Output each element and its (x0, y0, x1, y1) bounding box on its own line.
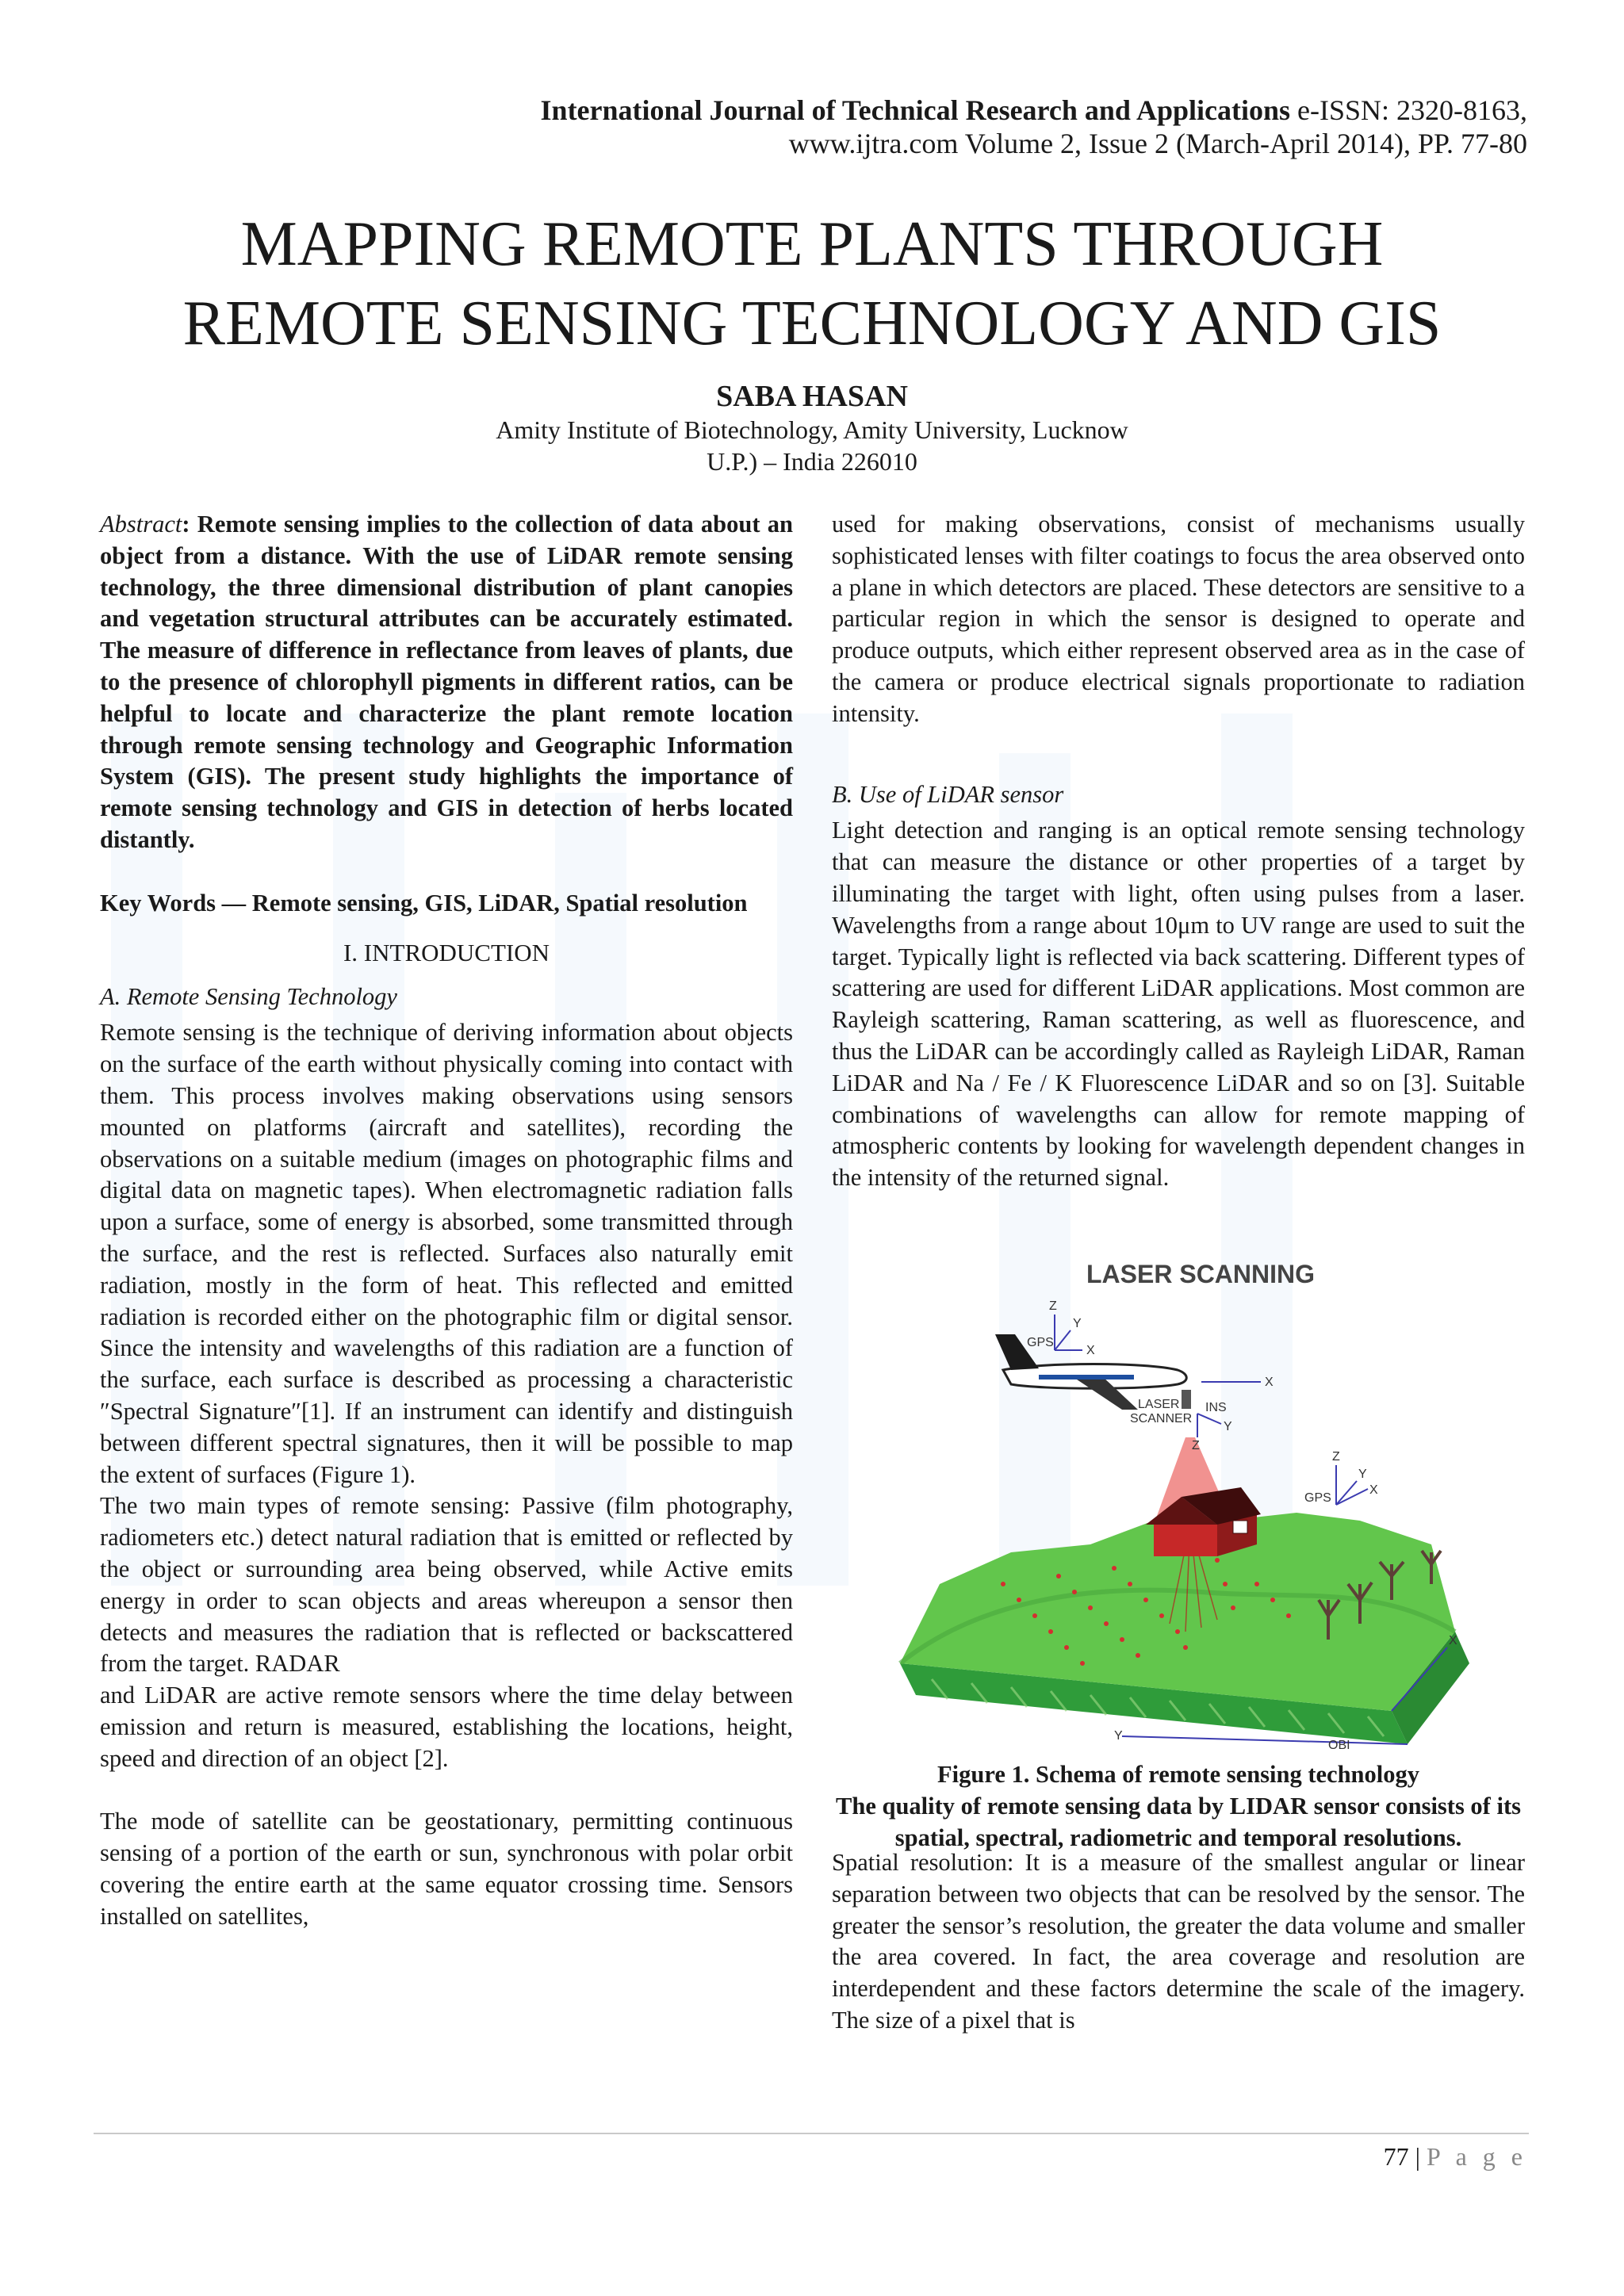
intro-paragraph-1: Remote sensing is the technique of deriving information about objects on the surface of the earth without physically coming into contact with them. This process involves making observations using sensors mounted on platforms (aircraft and satellites), recording the observations on a suitable medium (images on photographic films and digital data on magnetic tapes). When electromagnetic radiation falls upon a surface, some of energy is absorbed, some transmitted through the surface, and the rest is reflected. Surfaces also naturally emit radiation, mostly in the form of heat. This reflected and emitted radiation is recorded either on the photographic film or digital sensor. Since the intensity and wavelengths of this radiation are a function of the surface, each surface is described as processing a characteristic ″Spectral Signature″[1]. If an instrument can identify and distinguish between different spectral signatures, then it will be possible to map the extent of surfaces (Figure 1). (100, 1019, 793, 1488)
axis-y-terrain: Y (1114, 1729, 1123, 1743)
paper-title-line-2: REMOTE SENSING TECHNOLOGY AND GIS (182, 289, 1442, 358)
scanner-label: SCANNER (1130, 1412, 1193, 1425)
abstract-label: Abstract (100, 511, 182, 538)
paper-title (0, 205, 1624, 363)
axis-z-label: Z (1049, 1299, 1057, 1313)
intro-paragraph-4: The mode of satellite can be geostationary, permitting continuous sensing of a portion of the earth or sun, synchronous with polar orbit covering the entire earth at the same equator crossing time. Sensors installed on satellites, (100, 1808, 793, 1930)
page-footer (1384, 2141, 1527, 2172)
author-affiliation (0, 414, 1624, 477)
author-name: SABA HASAN (716, 380, 908, 413)
journal-name: International Journal of Technical Research and Applications (540, 94, 1290, 126)
page-number: 77 | (1383, 2142, 1427, 2171)
right-paragraph-2: Light detection and ranging is an optical remote sensing technology that can measure the distance or other properties of a target by illuminating the target with light, often using pulses from a laser. Wavelengths from a range about 10μm to UV range are used to suit the target. Typically light is reflected via back scattering. Different types of scattering are used for different LiDAR applications. Most common are Rayleigh scattering, Raman scattering, as well as fluorescence, and thus the LiDAR can be accordingly called as Rayleigh LiDAR, Raman LiDAR and Na / Fe / K Fluorescence LiDAR and so on [3]. Suitable combinations of wavelengths can allow for remote mapping of atmospheric contents by looking for wavelength dependent changes in the intensity of the returned signal. (832, 817, 1525, 1192)
gps-plane-label: GPS (1027, 1336, 1054, 1349)
obi-label: OBI (1328, 1739, 1350, 1751)
abstract (100, 509, 793, 856)
affiliation-line-1: Amity Institute of Biotechnology, Amity University, Lucknow (496, 415, 1128, 444)
subsection-heading-a: A. Remote Sensing Technology (100, 982, 397, 1010)
intro-paragraph-3: and LiDAR are active remote sensors where the time delay between emission and return is measured, establishing the locations, height, speed and direction of an object [2]. (100, 1682, 793, 1772)
axis-y-plane: Y (1224, 1420, 1232, 1433)
axis-x-terrain: X (1449, 1634, 1457, 1647)
ins-label: INS (1205, 1401, 1227, 1414)
journal-issn: e-ISSN: 2320-8163, (1290, 94, 1527, 126)
figure-caption (832, 1758, 1525, 1854)
gps-ground-label: GPS (1304, 1491, 1331, 1505)
left-column (100, 509, 793, 1933)
intro-paragraph-2: The two main types of remote sensing: Passive (film photography, radiometers etc.) detect natural radiation that is emitted or reflected by the object or surrounding area being observed, while Active emits energy in order to scan objects and areas whereupon a sensor then detects and measures the radiation that is reflected or backscattered from the target. RADAR (100, 1492, 793, 1678)
section-heading-introduction: I. INTRODUCTION (343, 938, 550, 966)
axis-z-ground: Z (1332, 1450, 1340, 1464)
footer-divider (94, 2133, 1529, 2134)
right-column-lower (832, 1847, 1525, 2037)
page-word: P a g e (1426, 2142, 1527, 2171)
axis-y-ground: Y (1358, 1468, 1367, 1481)
journal-header (541, 94, 1527, 160)
axis-x-ground: X (1369, 1483, 1378, 1497)
house-icon (1146, 1487, 1261, 1556)
paper-title-line-1: MAPPING REMOTE PLANTS THROUGH (240, 209, 1384, 279)
axis-x-plane: X (1265, 1376, 1274, 1389)
affiliation-line-2: U.P.) – India 226010 (707, 447, 917, 476)
right-paragraph-1: used for making observations, consist of mechanisms usually sophisticated lenses with filter coatings to focus the area observed onto a plane in which detectors are placed. These detectors are sensitive to a particular region in which the sensor is designed to operate and produce outputs, which either represent observed area as in the case of the camera or produce electrical signals proportionate to radiation intensity. (832, 511, 1525, 727)
laser-label: LASER (1138, 1398, 1180, 1411)
spatial-resolution-paragraph: Spatial resolution: It is a measure of the smallest angular or linear separation between two objects that can be resolved by the sensor. The greater the sensor’s resolution, the greater the data volume and smaller the area covered. In fact, the area coverage and resolution are interdependent and these factors determine the scale of the imagery. The size of a pixel that is (832, 1849, 1525, 2034)
journal-volume: www.ijtra.com Volume 2, Issue 2 (March-April 2014), PP. 77-80 (788, 128, 1527, 159)
figure-title: LASER SCANNING (1086, 1260, 1316, 1288)
axis-x-label: X (1086, 1344, 1095, 1357)
laser-scanning-figure (884, 1251, 1487, 1751)
figure-caption-text: The quality of remote sensing data by LIDAR sensor consists of its spatial, spectral, radiometric and temporal resolutions. (836, 1793, 1521, 1851)
axis-y-label: Y (1073, 1317, 1082, 1330)
figure-caption-title: Figure 1. Schema of remote sensing technology (937, 1761, 1419, 1788)
right-column (832, 509, 1525, 1194)
abstract-body: : Remote sensing implies to the collection of data about an object from a distance. With the use of LiDAR remote sensing technology, the three dimensional distribution of plant canopies and vegetation structural attributes can be accurately estimated. The measure of difference in reflectance from leaves of plants, due to the presence of chlorophyll pigments in different ratios, can be helpful to locate and characterize the plant remote location through remote sensing technology and Geographic Information System (GIS). The present study highlights the importance of remote sensing technology and GIS in detection of herbs located distantly. (100, 511, 793, 853)
keywords: Key Words — Remote sensing, GIS, LiDAR, Spatial resolution (100, 889, 748, 916)
subsection-heading-b: B. Use of LiDAR sensor (832, 780, 1064, 808)
axis-z-plane: Z (1192, 1439, 1200, 1452)
